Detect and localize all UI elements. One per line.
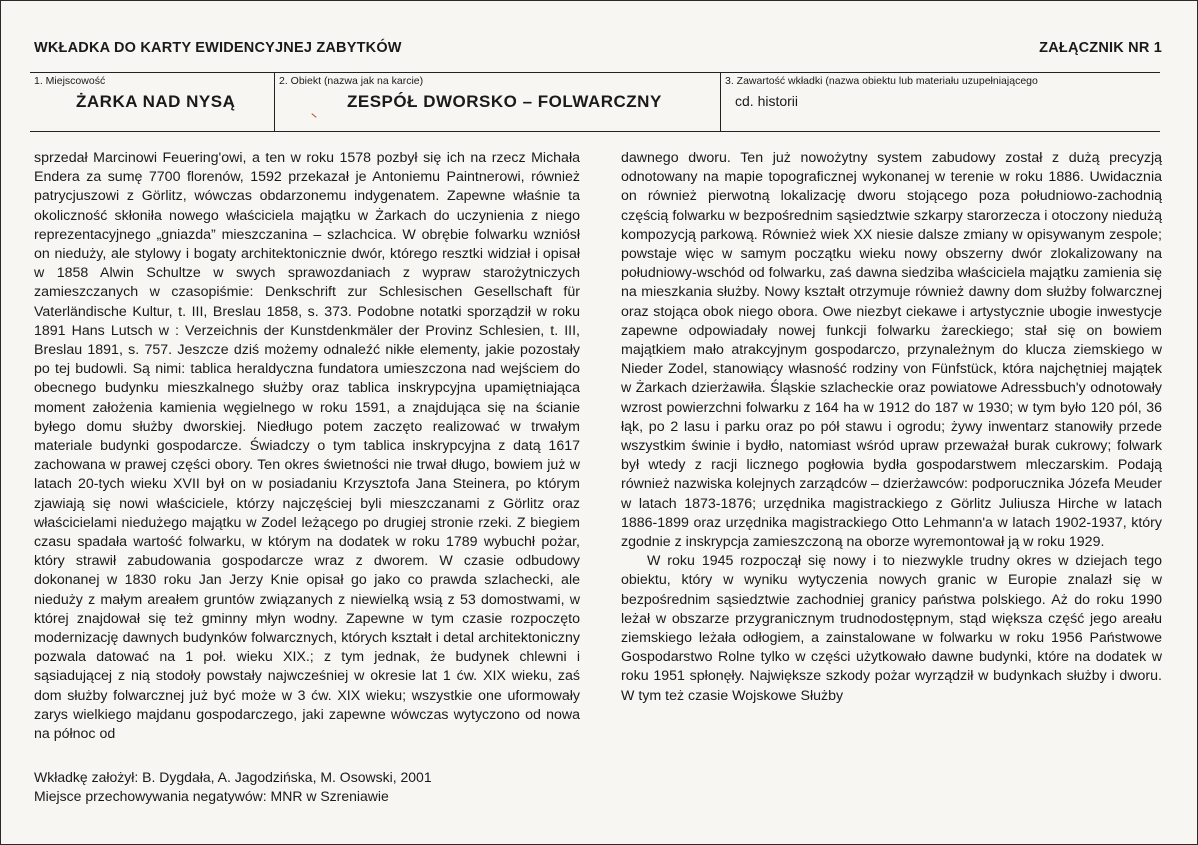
footer-authors: Wkładkę założył: B. Dygdała, A. Jagodzińska, M. Osowski, 2001: [34, 769, 432, 785]
object-label: 2. Obiekt (nazwa jak na karcie): [279, 75, 424, 87]
object-value: ZESPÓŁ DWORSKO – FOLWARCZNY: [347, 92, 662, 111]
footer: [34, 768, 432, 805]
annex-number: ZAŁĄCZNIK NR 1: [1039, 40, 1162, 56]
left-column: [34, 149, 580, 744]
footer-negatives: Miejsce przechowywania negatywów: MNR w Szreniawie: [34, 787, 389, 804]
object-cell: [275, 73, 721, 131]
contents-label: 3. Zawartość wkładki (nazwa obiektu lub materiału uzupełniającego: [725, 75, 1038, 87]
contents-value: cd. historii: [735, 93, 799, 109]
pen-mark: [311, 113, 316, 118]
contents-cell: [721, 73, 1160, 131]
left-paragraph: sprzedał Marcinowi Feuering'owi, a ten w roku 1578 pozbył się ich na rzecz Michała Endera za sumę 7700 florenów, 1592 przekazał je Antoniemu Paintnerowi, również patrycjuszowi z Görlitz, wówczas obdarzonemu indygenatem. Zapewne właśnie ta okoliczność skłoniła nowego właściciela majątku w Żarkach do uczynienia z niego reprezentacyjnego „gniazda” mieszczanina – szlachcica. W obrębie folwarku wzniósł on nieduży, ale stylowy i bogaty architektonicznie dwór, którego resztki widział i opisał w 1858 Alwin Schultze w swych sprawozdaniach z wypraw starożytniczych zamieszczanych w czasopiśmie: Denkschrift zur Schlesischen Gesellschaft für Vaterländische Kultur, t. III, Breslau 1858, s. 373. Podobne notatki sporządził w roku 1891 Hans Lutsch w : Verzeichnis der Kunstdenkmäler der Provinz Schlesien, t. III, Breslau 1891, s. 757. Jeszcze dziś możemy odnaleźć nikłe elementy, jakie pozostały po tej budowli. Są nimi: tablica heraldyczna fundatora umieszczona nad wejściem do obecnego budynku mieszkalnego służby oraz tablica inskrypcyjna upamiętniająca moment założenia kamienia węgielnego w roku 1591, a znajdująca się na ścianie byłego domu służby dworskiej. Niedługo potem zaczęto realizować w trwałym materiale budynki gospodarcze. Świadczy o tym tablica inskrypcyjna z datą 1617 zachowana w prawej części obory. Ten okres świetności nie trwał długo, bowiem już w latach 20-tych wieku XVII był on w posiadaniu Krzysztofa Jana Steinera, po którym zjawiają się nowi właściciele, którzy najczęściej byli mieszczanami z Görlitz oraz właścicielami niedużego majątku w Zodel leżącego po drugiej stronie rzeki. Z biegiem czasu spadała wartość folwarku, w którym na dodatek w roku 1789 wybuchł pożar, który strawił zabudowania gospodarcze wraz z dworem. W czasie odbudowy dokonanej w 1830 roku Jan Jerzy Knie opisał go jako co prawda szlachecki, ale nieduży z małym areałem gruntów związanych z niewielką wsią z 53 domostwami, w której znajdował się też gminny młyn wodny. Zapewne w tym czasie rozpoczęto modernizację dawnych budynków folwarcznych, których kształt i detal architektoniczny pozwala datować na 1 poł. wieku XIX.; z tym jednak, że budynek chlewni i sąsiadującej z nią stodoły powstały najwcześniej w okresie lat 1 ćw. XIX wieku, zaś dom służby folwarcznej już być może w 3 ćw. XIX wieku; wszystkie one uformowały zarys wielkiego majdanu gospodarczego, jaki zapewne wówczas wytyczono od nowa na północ od: [34, 150, 580, 743]
info-table: [30, 72, 1160, 132]
right-paragraph-2: W roku 1945 rozpoczął się nowy i to niezwykle trudny okres w dziejach tego obiektu, który w wyniku wytyczenia nowych granic w Europie znalazł się w bezpośrednim sąsiedztwie zachodniej granicy państwa polskiego. Aż do roku 1990 leżał w obszarze przygranicznym trudnodostępnym, stąd większa część jego areału ziemskiego leżała odłogiem, a zainstalowane w folwarku w roku 1956 Państwowe Gospodarstwo Rolne tylko w części użytkowało dawne budynki, które na dodatek w roku 1951 spłonęły. Największe szkody pożar wyrządził w budynkach służby i dworu. W tym też czasie Wojskowe Służby: [621, 553, 1162, 704]
right-column: [621, 149, 1162, 706]
place-cell: [30, 73, 275, 131]
place-label: 1. Miejscowość: [34, 75, 106, 87]
document-title: WKŁADKA DO KARTY EWIDENCYJNEJ ZABYTKÓW: [34, 40, 402, 56]
right-paragraph-1: dawnego dworu. Ten już nowożytny system zabudowy został z dużą precyzją odnotowany na mapie topograficznej wykonanej w terenie w roku 1886. Uwidacznia on również pierwotną lokalizację dworu stojącego poza południowo-zachodnią częścią folwarku w bezpośrednim sąsiedztwie szkarpy starorzecza i otoczony niedużą kompozycją parkową. Również wiek XX niesie dalsze zmiany w opisywanym zespole; powstaje więc w samym początku wieku nowy obszerny dwór zlokalizowany na południowy-wschód od folwarku, zaś dawna siedziba właściciela majątku zamienia się na mieszkania służby. Nowy kształt otrzymuje również dawny dom służby folwarcznej oraz stojąca obok niego obora. Owe niezbyt ciekawe i artystycznie ubogie inwestycje zapewne odpowiadały nowej funkcji folwarku żareckiego; stał się on bowiem majątkiem mało atrakcyjnym gospodarczo, przynależnym do klucza ziemskiego w Nieder Zodel, stanowiący własność rodziny von Fünfstück, która najchętniej majątek w Żarkach dzierżawiła. Śląskie szlacheckie oraz powiatowe Adressbuch'y odnotowały wzrost powierzchni folwarku z 164 ha w 1912 do 187 w 1930; w tym było 120 pól, 36 łąk, po 2 lasu i parku oraz po pół stawu i ogrodu; żywy inwentarz stanowiły przede wszystkim świnie i bydło, natomiast wśród upraw przeważał burak cukrowy; folwark był wtedy z racji licznego pogłowia bydła gospodarstwem mleczarskim. Podają również nazwiska kolejnych zarządców – dzierżawców: podporucznika Józefa Meuder w latach 1873-1876; urzędnika magistrackiego z Görlitz Juliusza Hirche w latach 1886-1899 oraz urzędnika magistrackiego Otto Lehmann'a w latach 1902-1937, który zgodnie z inskrypcja zamieszczoną na oborze wyremontował ją w roku 1929.: [621, 150, 1162, 551]
place-value: ŻARKA NAD NYSĄ: [76, 92, 236, 111]
